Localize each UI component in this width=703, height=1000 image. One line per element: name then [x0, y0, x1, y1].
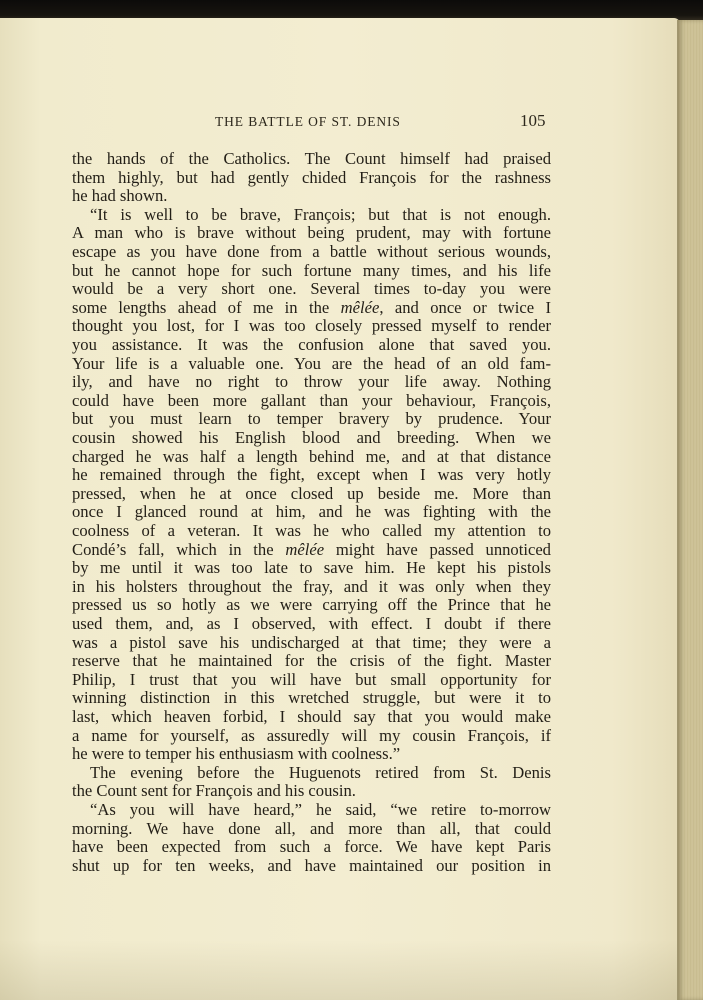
text-line: The evening before the Huguenots retired from St. Denis	[90, 762, 551, 782]
text-line: pressed, when he at once closed up beside me. More than	[72, 483, 551, 503]
text-line: thought you lost, for I was too closely pressed myself to render	[72, 316, 551, 336]
text-line: “As you will have heard,” he said, “we retire to-morrow	[90, 800, 551, 819]
text-line: could have been more gallant than your behaviour, François,	[72, 390, 551, 410]
text-line: reserve that he maintained for the crisis of the fight. Master	[72, 651, 551, 671]
text-line: “It is well to be brave, François; but that is not enough.	[90, 204, 551, 224]
text-line: shut up for ten weeks, and have maintained our position in	[72, 855, 551, 875]
text-line: he were to temper his enthusiasm with coolness.”	[72, 744, 401, 764]
text-line: used them, and, as I observed, with effect. I doubt if there	[72, 614, 551, 633]
italic-word: mêlée	[285, 539, 325, 559]
text-line: coolness of a veteran. It was he who called my attention to	[72, 521, 551, 540]
text-line: the Count sent for François and his cousin.	[72, 781, 356, 801]
text-line: by me until it was too late to save him. He kept his pistols	[72, 558, 551, 578]
text-line: pressed us so hotly as we were carrying off the Prince that he	[72, 595, 551, 615]
bottom-shade	[0, 940, 680, 1000]
text-line: a name for yourself, as assuredly will my cousin François, if	[72, 725, 551, 745]
text-line: the hands of the Catholics. The Count himself had praised	[72, 149, 551, 168]
text-line: charged he was half a length behind me, and at that distance	[72, 446, 551, 466]
text-line: morning. We have done all, and more than all, that could	[72, 818, 551, 838]
text-line: have been expected from such a force. We have kept Paris	[72, 837, 551, 857]
text-line: you assistance. It was the confusion alone that saved you.	[72, 335, 551, 354]
text-line: Condé’s fall, which in the mêlée might have passed unnoticed	[72, 539, 551, 559]
running-title: THE BATTLE OF ST. DENIS	[215, 114, 401, 129]
text-line: cousin showed his English blood and breeding. When we	[72, 428, 551, 447]
italic-word: mêlée	[340, 297, 380, 317]
page-number: 105	[520, 111, 546, 130]
text-line: once I glanced round at him, and he was fighting with the	[72, 502, 551, 522]
text-line: them highly, but had gently chided François for the rashness	[72, 167, 551, 187]
page-edges	[677, 20, 703, 1000]
text-line: was a pistol save his undischarged at that time; they were a	[72, 632, 551, 652]
text-line: in his holsters throughout the fray, and it was only when they	[72, 576, 551, 596]
text-line: winning distinction in this wretched struggle, but were it to	[72, 688, 551, 708]
text-line: last, which heaven forbid, I should say that you would make	[72, 707, 551, 726]
text-line: Philip, I trust that you will have but small opportunity for	[72, 669, 551, 689]
text-line: he remained through the fight, except when I was very hotly	[72, 465, 551, 485]
text-line: he had shown.	[72, 186, 168, 206]
text-line: escape as you have done from a battle without serious wounds,	[72, 242, 551, 261]
text-line: would be a very short one. Several times to-day you were	[72, 279, 551, 299]
text-line: but he cannot hope for such fortune many times, and his life	[72, 260, 551, 280]
text-line: but you must learn to temper bravery by prudence. Your	[72, 409, 551, 429]
text-line: ily, and have no right to throw your life away. Nothing	[72, 372, 551, 392]
text-line: A man who is brave without being prudent, may with fortune	[72, 223, 551, 243]
text-line: some lengths ahead of me in the mêlée, and once or twice I	[72, 297, 551, 317]
text-line: Your life is a valuable one. You are the head of an old fam-	[72, 353, 551, 373]
